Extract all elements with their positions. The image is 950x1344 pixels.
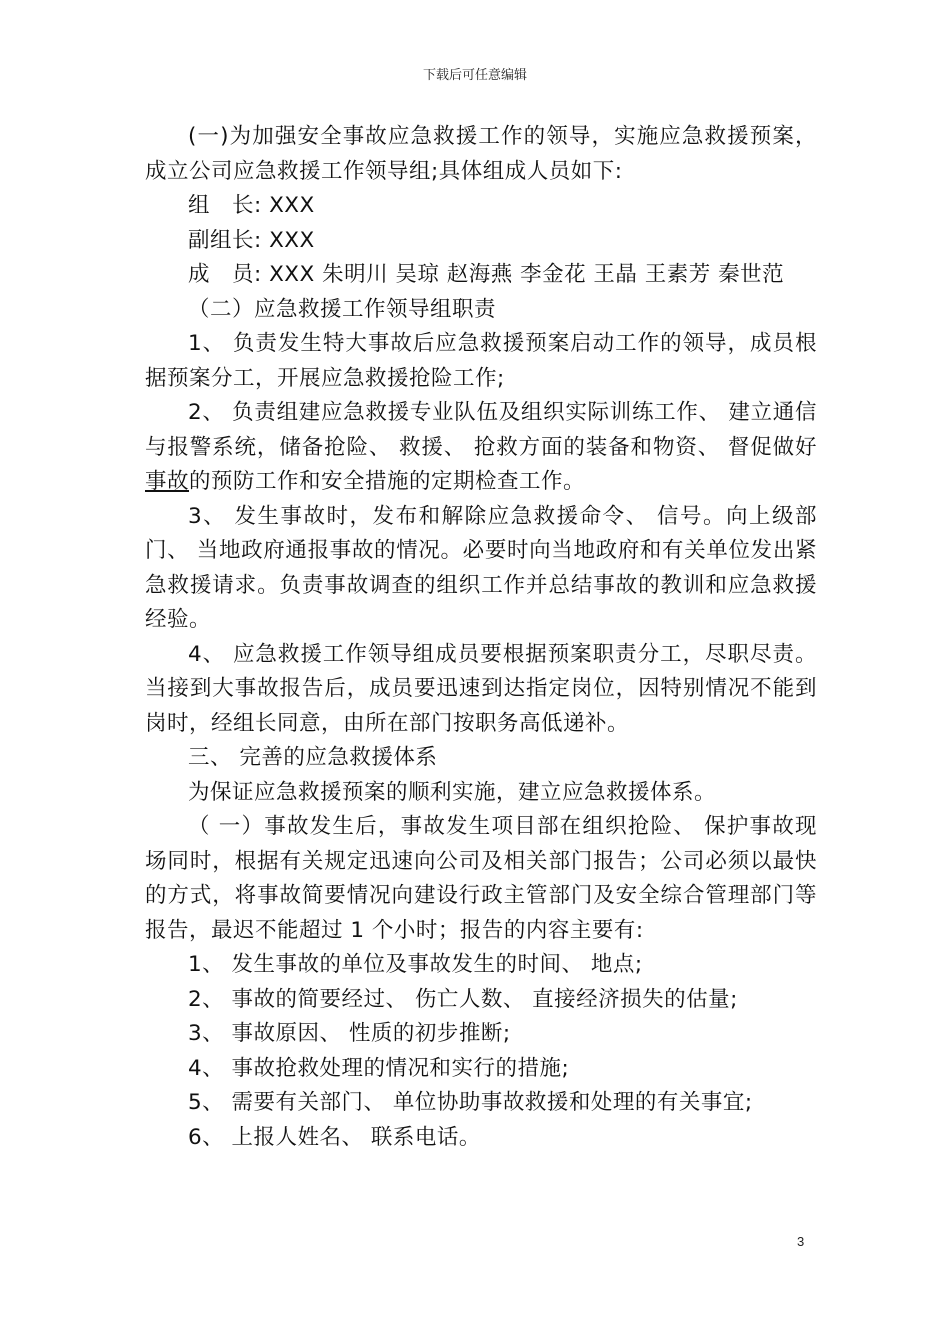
paragraph-duty-1: 1、 负责发生特大事故后应急救援预案启动工作的领导，成员根据预案分工，开展应急救援抢险工作; bbox=[145, 331, 817, 391]
report-item-3: 3、 事故原因、 性质的初步推断; bbox=[188, 1021, 511, 1046]
paragraph-leadership-group: (一)为加强安全事故应急救援工作的领导，实施应急救援预案，成立公司应急救援工作领导组;具体组成人员如下: bbox=[145, 124, 817, 184]
duty-2-tail: 的预防工作和安全措施的定期检查工作。 bbox=[189, 469, 586, 494]
paragraph-reporting: （ 一）事故发生后，事故发生项目部在组织抢险、 保护事故现场同时，根据有关规定迅速向公司及相关部门报告；公司必须以最快的方式，将事故简要情况向建设行政主管部门及安全综合管理部门等报告，最迟不能超过 1 个小时；报告的内容主要有: bbox=[145, 814, 817, 943]
document-body bbox=[145, 120, 817, 1155]
section-heading-duties: （二）应急救援工作领导组职责 bbox=[188, 296, 497, 322]
paragraph-group-leader: 组 长: XXX bbox=[188, 193, 315, 218]
section-heading-system: 三、 完善的应急救援体系 bbox=[188, 745, 438, 770]
paragraph-duty-3: 3、 发生事故时，发布和解除应急救援命令、 信号。向上级部门、 当地政府通报事故的情况。必要时向当地政府和有关单位发出紧急救援请求。负责事故调查的组织工作并总结事故的教训和应急救援经验。 bbox=[145, 503, 817, 632]
paragraph-deputy-leader: 副组长: XXX bbox=[188, 227, 315, 253]
paragraph-duty-4: 4、 应急救援工作领导组成员要根据预案职责分工，尽职尽责。当接到大事故报告后，成员要迅速到达指定岗位，因特别情况不能到岗时，经组长同意，由所在部门按职务高低递补。 bbox=[145, 641, 817, 736]
page-header: 下载后可任意编辑 bbox=[422, 68, 527, 83]
duty-2-text: 2、 负责组建应急救援专业队伍及组织实际训练工作、 建立通信与报警系统，储备抢险、 救援、 抢救方面的装备和物资、 督促做好 bbox=[145, 400, 817, 460]
paragraph-system-intro: 为保证应急救援预案的顺利实施，建立应急救援体系。 bbox=[188, 779, 717, 805]
report-item-1: 1、 发生事故的单位及事故发生的时间、 地点; bbox=[188, 952, 643, 977]
report-item-2: 2、 事故的简要经过、 伤亡人数、 直接经济损失的估量; bbox=[188, 986, 738, 1012]
report-item-5: 5、 需要有关部门、 单位协助事故救援和处理的有关事宜; bbox=[188, 1090, 753, 1115]
paragraph-members: 成 员: XXX 朱明川 吴琼 赵海燕 李金花 王晶 王素芳 秦世范 bbox=[188, 262, 785, 287]
report-item-4: 4、 事故抢救处理的情况和实行的措施; bbox=[188, 1055, 570, 1081]
page-number: 3 bbox=[797, 1234, 805, 1249]
paragraph-duty-2 bbox=[145, 396, 817, 500]
underlined-word: 事故 bbox=[145, 469, 190, 494]
report-item-6: 6、 上报人姓名、 联系电话。 bbox=[188, 1124, 481, 1150]
